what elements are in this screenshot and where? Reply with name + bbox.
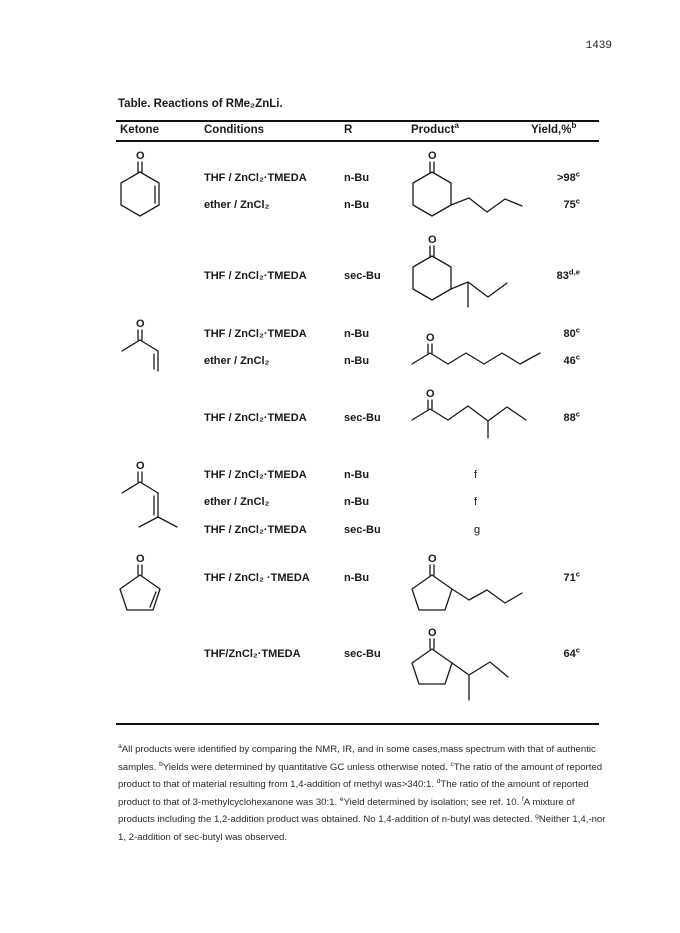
row-9-r: sec-Bu (344, 524, 381, 536)
table-bottom-rule (116, 723, 599, 725)
product-3-butylcyclohexanone (413, 150, 522, 216)
header-r: R (344, 124, 353, 136)
row-1-yield: $>98^c$ (557, 169, 580, 184)
svg-text:O: O (136, 553, 145, 565)
svg-text:O: O (428, 627, 437, 639)
row-4-r: n-Bu (344, 328, 370, 340)
row-7-product-note: f (474, 469, 478, 481)
row-5-yield: 46$^c$ (563, 352, 580, 367)
ketone-cyclopentenone (120, 553, 160, 610)
product-5-methyl-2-heptanone (412, 388, 526, 438)
row-1-r: n-Bu (344, 172, 370, 184)
row-8-conditions: ether / ZnCl₂ (204, 496, 270, 508)
row-8-r: n-Bu (344, 496, 370, 508)
svg-text:O: O (136, 318, 145, 330)
row-6-yield: 88$^c$ (563, 409, 580, 424)
svg-text:O: O (426, 388, 435, 400)
row-6-r: sec-Bu (344, 412, 381, 424)
product-2-octanone (412, 332, 540, 364)
row-4-conditions: THF / ZnCl₂·TMEDA (204, 328, 307, 340)
product-3-sec-butylcyclopentanone (412, 627, 508, 700)
svg-text:O: O (428, 553, 437, 565)
row-8-product-note: f (474, 496, 478, 508)
svg-text:O: O (136, 150, 145, 162)
header-yield: Yield,%$^b$ (531, 121, 577, 136)
row-9-product-note: g (474, 524, 481, 536)
row-5-r: n-Bu (344, 355, 370, 367)
row-10-yield: 71$^c$ (563, 569, 580, 584)
row-3-yield: 83$^{d,e}$ (556, 267, 580, 282)
row-2-r: n-Bu (344, 199, 370, 211)
row-1-conditions: THF / ZnCl₂·TMEDA (204, 172, 307, 184)
product-3-butylcyclopentanone (412, 553, 522, 610)
row-11-yield: 64$^c$ (563, 645, 580, 660)
row-7-conditions: THF / ZnCl₂·TMEDA (204, 469, 307, 481)
svg-text:O: O (428, 234, 437, 246)
ketone-cyclohexenone (121, 150, 159, 216)
row-5-conditions: ether / ZnCl₂ (204, 355, 270, 367)
row-10-r: n-Bu (344, 572, 370, 584)
row-2-conditions: ether / ZnCl₂ (204, 199, 270, 211)
row-2-yield: 75$^c$ (563, 196, 580, 211)
header-conditions: Conditions (204, 124, 265, 136)
row-4-yield: 80$^c$ (563, 325, 580, 340)
header-product: Product$^a$ (411, 121, 459, 136)
row-7-r: n-Bu (344, 469, 370, 481)
row-3-r: sec-Bu (344, 270, 381, 282)
row-10-conditions: THF / ZnCl₂ ·TMEDA (204, 572, 310, 584)
product-3-sec-butylcyclohexanone (413, 234, 507, 307)
ketone-methyl-vinyl-ketone (122, 318, 158, 371)
ketone-mesityl-oxide (122, 460, 177, 527)
row-6-conditions: THF / ZnCl₂·TMEDA (204, 412, 307, 424)
table-footnotes: $^a$All products were identified by comparing the NMR, IR, and in some cases,mass spectrum with that of authentic samples. $^b$Yields were determined by quantitative GC unless otherwise noted. $^c$The ratio of the amount of reported product to that of material resulting from 1,4-addition of methyl was>340:1. $^d$The ratio of the amount of reported product to that of 3-methylcyclohexanone was 30:1. $^e$Yield determined by isolation; see ref. 10. $^f$A mixture of products including the 1,2-addition product was obtained. No 1,4-addition of n-butyl was detected. $^g$Neither 1,4,-nor 1, 2-addition of sec-butyl was observed. (118, 742, 606, 843)
row-11-r: sec-Bu (344, 648, 381, 660)
svg-text:O: O (426, 332, 435, 344)
row-11-conditions: THF/ZnCl₂·TMEDA (204, 648, 301, 660)
svg-text:O: O (136, 460, 145, 472)
row-3-conditions: THF / ZnCl₂·TMEDA (204, 270, 307, 282)
page-number: 1439 (585, 40, 612, 52)
header-ketone: Ketone (120, 124, 159, 136)
svg-text:O: O (428, 150, 437, 162)
row-9-conditions: THF / ZnCl₂·TMEDA (204, 524, 307, 536)
table-title: Table. Reactions of RMe₂ZnLi. (118, 98, 283, 110)
